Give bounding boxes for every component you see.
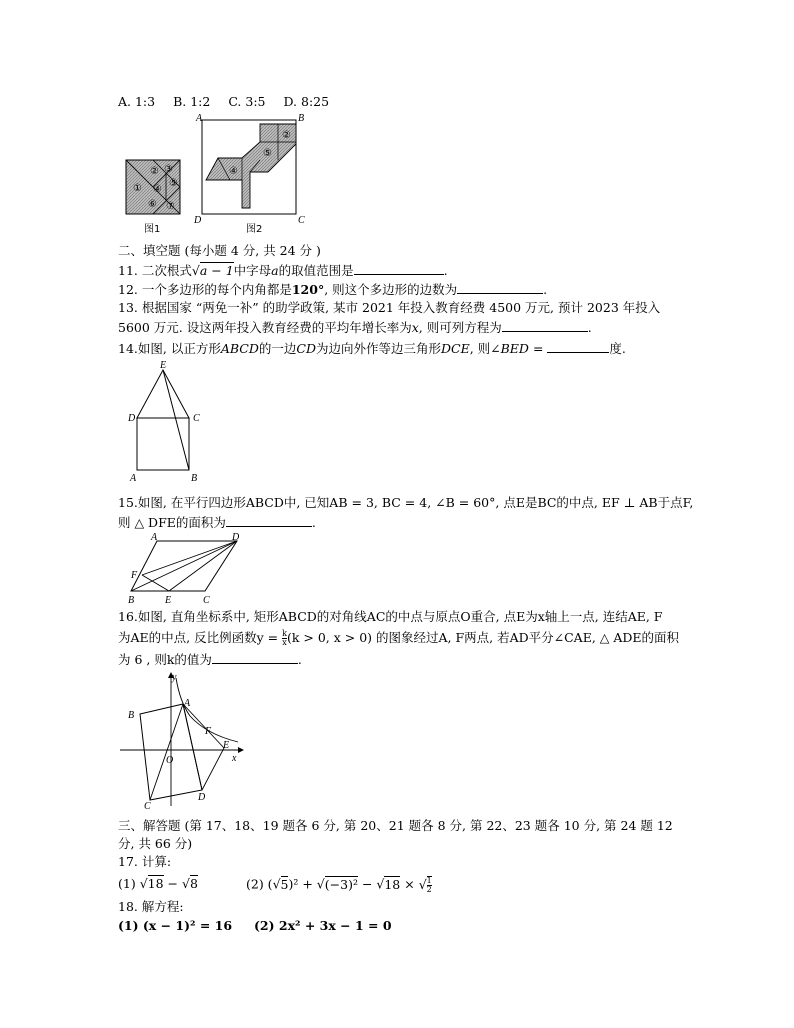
q14-figure <box>125 360 215 485</box>
svg-text:A: A <box>196 113 203 124</box>
svg-text:B: B <box>128 710 135 721</box>
q15-answer-blank[interactable] <box>226 514 312 527</box>
question-18-title: 18. 解方程: <box>118 899 184 914</box>
svg-text:y: y <box>172 672 177 683</box>
svg-text:③: ③ <box>164 164 173 175</box>
caption-figure-1: 图1 <box>144 224 161 235</box>
q16-figure <box>116 670 251 810</box>
question-17-part-2: (2) (√5)² + √(−3)² − √18 × √ $\frac{1}{2}$ <box>246 876 432 894</box>
q12-answer-blank[interactable] <box>457 281 543 294</box>
question-13-line-1: 13. 根据国家 “两免一补” 的助学政策, 某市 2021 年投入教育经费 4500 万元, 预计 2023 年投入 <box>118 300 661 315</box>
question-17-title: 17. 计算: <box>118 854 172 869</box>
svg-text:D: D <box>194 215 202 226</box>
question-12: 12. 一个多边形的每个内角都是120°, 则这个多边形的边数为 . <box>118 282 548 297</box>
q15-figure <box>125 533 265 608</box>
q11-answer-blank[interactable] <box>354 262 444 275</box>
section-3-line-1: 三、解答题 (第 17、18、19 题各 6 分, 第 20、21 题各 8 分, 第 22、23 题各 10 分, 第 24 题 12 <box>118 818 673 833</box>
svg-text:E: E <box>223 740 230 751</box>
svg-text:D: D <box>232 532 240 543</box>
svg-text:C: C <box>193 413 200 424</box>
q13-answer-blank[interactable] <box>502 319 588 332</box>
svg-text:A: A <box>130 473 137 484</box>
option-d: D. 8:25 <box>283 94 330 109</box>
svg-text:⑦: ⑦ <box>166 201 175 212</box>
question-18-part-2: (2) 2x² + 3x − 1 = 0 <box>254 918 392 933</box>
svg-text:A: A <box>151 532 158 543</box>
svg-text:C: C <box>203 595 210 606</box>
svg-text:B: B <box>128 595 135 606</box>
question-16-line-2: 为AE的中点, 反比例函数y = $\frac{k}{x}$ (k > 0, x > 0) 的图象经过A, F两点, 若AD平分∠CAE, △ ADE的面积 <box>118 629 680 647</box>
option-c: C. 3:5 <box>228 94 266 109</box>
question-16-line-3: 为 6 , 则k的值为 . <box>118 652 302 667</box>
question-15-line-1: 15.如图, 在平行四边形ABCD中, 已知AB = 3, BC = 4, ∠B = 60°, 点E是BC的中点, EF ⊥ AB于点F, <box>118 495 694 510</box>
svg-text:E: E <box>160 360 167 371</box>
svg-text:①: ① <box>133 183 142 194</box>
question-15-line-2: 则 △ DFE的面积为 . <box>118 515 316 530</box>
figure-1-square <box>126 160 180 214</box>
question-11: 11. 二次根式√a − 1中字母a的取值范围是 . <box>118 263 448 278</box>
svg-text:②: ② <box>150 166 159 177</box>
svg-text:E: E <box>165 595 172 606</box>
q14-answer-blank[interactable] <box>547 340 609 353</box>
svg-text:⑤: ⑤ <box>263 148 272 159</box>
svg-text:D: D <box>198 792 206 803</box>
figure-2 <box>193 113 305 226</box>
q16-answer-blank[interactable] <box>212 651 298 664</box>
option-a: A. 1:3 <box>118 94 156 109</box>
svg-text:x: x <box>232 753 237 764</box>
svg-text:②: ② <box>282 130 291 141</box>
svg-text:B: B <box>298 113 305 124</box>
question-18-part-1: (1) (x − 1)² = 16 <box>118 918 233 933</box>
question-17-part-1: (1) √18 − √8 <box>118 876 198 891</box>
section-3-line-2: 分, 共 66 分) <box>118 836 193 851</box>
svg-text:④: ④ <box>153 184 162 195</box>
svg-text:⑥: ⑥ <box>148 199 157 210</box>
svg-text:⑤: ⑤ <box>169 178 178 189</box>
question-14: 14.如图, 以正方形ABCD的一边CD为边向外作等边三角形DCE, 则∠BED = 度. <box>118 341 626 356</box>
svg-text:A: A <box>184 698 191 709</box>
caption-figure-2: 图2 <box>246 224 263 235</box>
svg-text:F: F <box>131 570 138 581</box>
svg-text:F: F <box>205 726 212 737</box>
svg-text:B: B <box>191 473 198 484</box>
question-16-line-1: 16.如图, 直角坐标系中, 矩形ABCD的对角线AC的中点与原点O重合, 点E为x轴上一点, 连结AE, F <box>118 609 663 624</box>
svg-text:D: D <box>128 413 136 424</box>
option-b: B. 1:2 <box>173 94 211 109</box>
svg-text:C: C <box>298 215 305 226</box>
question-13-line-2: 5600 万元. 设这两年投入教育经费的平均年增长率为x, 则可列方程为 . <box>118 320 592 335</box>
q10-figure <box>120 108 310 238</box>
section-2-heading: 二、填空题 (每小题 4 分, 共 24 分 ) <box>118 243 321 258</box>
svg-text:O: O <box>166 755 174 766</box>
svg-text:C: C <box>144 801 151 812</box>
svg-text:④: ④ <box>229 166 238 177</box>
